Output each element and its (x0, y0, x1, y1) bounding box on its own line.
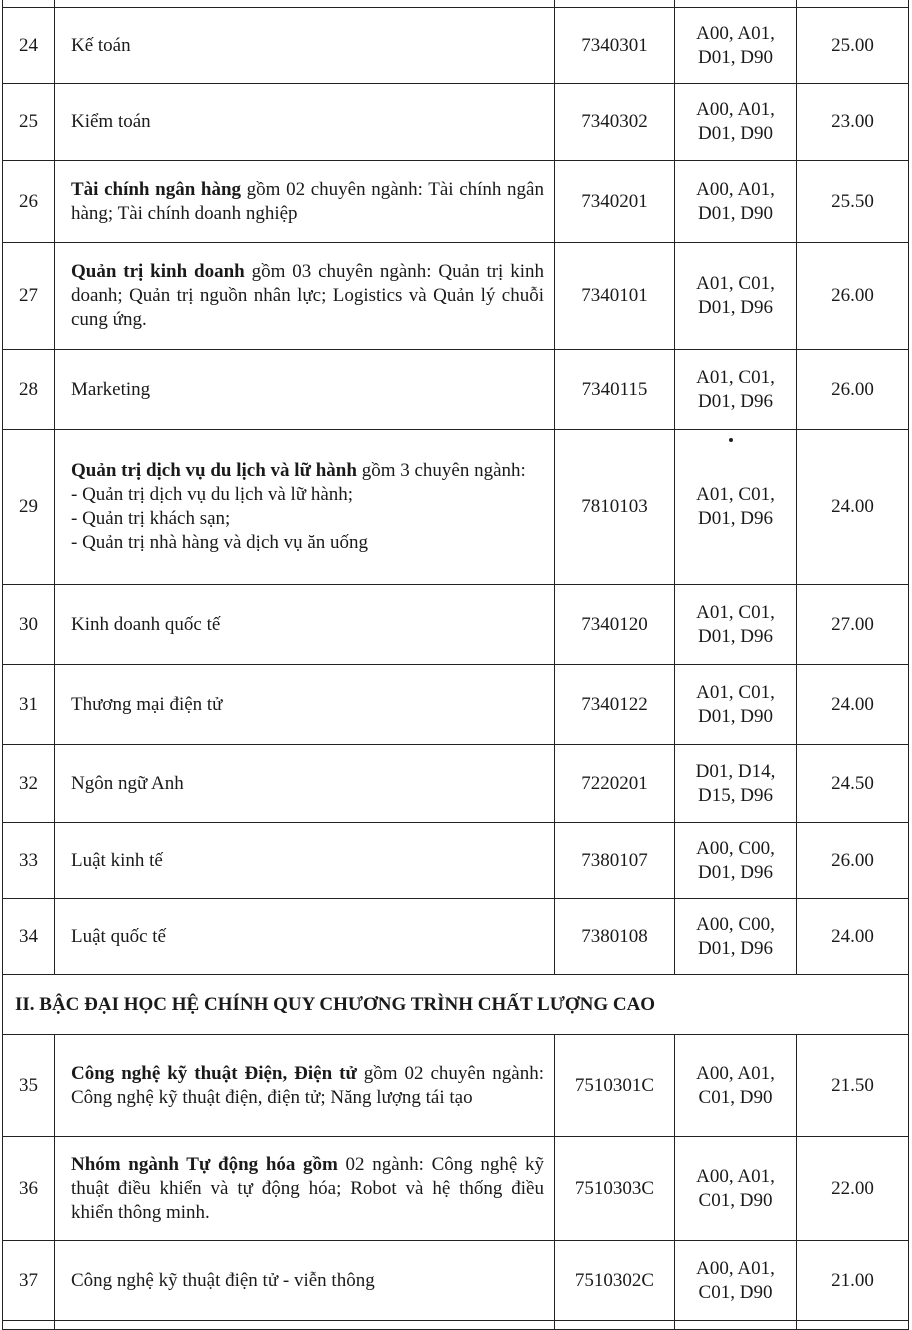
row-number: 26 (3, 161, 55, 243)
program-name (55, 1035, 555, 1137)
row-number: 24 (3, 8, 55, 84)
program-name: Công nghệ kỹ thuật điện tử - viễn thông (55, 1241, 555, 1321)
program-code: 7380108 (555, 899, 675, 975)
subject-combinations (675, 161, 797, 243)
subject-combinations (675, 84, 797, 161)
program-code: 7510302C (555, 1241, 675, 1321)
program-name (55, 243, 555, 350)
section-heading: II. BẬC ĐẠI HỌC HỆ CHÍNH QUY CHƯƠNG TRÌNH CHẤT LƯỢNG CAO (3, 975, 909, 1035)
stray-dot-mark (729, 438, 733, 442)
program-name-bold: Quản trị kinh doanh (71, 261, 245, 282)
specialization-item: - Quản trị nhà hàng và dịch vụ ăn uống (71, 532, 369, 553)
row-number: 33 (3, 823, 55, 899)
program-name: Ngôn ngữ Anh (55, 745, 555, 823)
cutoff-score: 24.00 (797, 430, 909, 585)
program-code: 7810103 (555, 430, 675, 585)
combo-line-1: A00, A01, (696, 1165, 775, 1187)
combo-line-1: A01, C01, (696, 681, 775, 703)
combo-line-1: D01, D14, (695, 760, 776, 782)
combo-line-2: D01, D96 (698, 508, 773, 529)
combo-line-2: D01, D96 (698, 625, 773, 647)
row-number: 30 (3, 585, 55, 665)
table-row (3, 84, 909, 161)
program-name-bold: Nhóm ngành Tự động hóa gồm (71, 1153, 338, 1175)
specialization-item: - Quản trị khách sạn; (71, 508, 231, 529)
table-row (3, 745, 909, 823)
combo-line-2: D01, D90 (698, 46, 773, 68)
combo-line-2: D01, D90 (698, 123, 773, 144)
program-name: Kiểm toán (55, 84, 555, 161)
program-name-detail: 02 ngành: Công nghệ kỹ thuật điều khiển và tự động hóa; Robot và hệ thống điều khiển thông minh. (71, 1153, 544, 1223)
cutoff-score: 25.00 (797, 8, 909, 84)
program-name-detail: gồm 02 chuyên ngành: Tài chính ngân hàng; Tài chính doanh nghiệp (71, 178, 544, 224)
row-number: 35 (3, 1035, 55, 1137)
subject-combinations (675, 1137, 797, 1241)
combo-line-2: D01, D96 (698, 861, 773, 883)
cutoff-score: 26.00 (797, 823, 909, 899)
table-row (3, 823, 909, 899)
program-code: 7340302 (555, 84, 675, 161)
combo-line-2: D01, D96 (698, 937, 773, 959)
table-row (3, 243, 909, 350)
program-code: 7340120 (555, 585, 675, 665)
table-row (3, 350, 909, 430)
combo-line-2: C01, D90 (698, 1281, 773, 1303)
combo-line-2: C01, D90 (698, 1086, 773, 1108)
table-row (3, 161, 909, 243)
subject-combinations (675, 8, 797, 84)
combo-line-1: A00, C00, (696, 837, 775, 859)
subject-combinations (675, 430, 797, 585)
program-code: 7340115 (555, 350, 675, 430)
row-number: 34 (3, 899, 55, 975)
program-name: Kinh doanh quốc tế (55, 585, 555, 665)
table-top-strip (3, 0, 909, 8)
program-code: 7340101 (555, 243, 675, 350)
program-name-detail: gồm 3 chuyên ngành: (356, 460, 526, 481)
combo-line-2: D01, D96 (698, 390, 773, 412)
combo-line-1: A01, C01, (696, 484, 775, 505)
row-number: 27 (3, 243, 55, 350)
table-row (3, 1241, 909, 1321)
table-row (3, 899, 909, 975)
admissions-table-page (2, 0, 910, 1330)
combo-line-2: D01, D96 (698, 297, 773, 318)
subject-combinations (675, 1035, 797, 1137)
combo-line-1: A01, C01, (696, 601, 775, 623)
program-name: Marketing (55, 350, 555, 430)
cutoff-score: 26.00 (797, 243, 909, 350)
program-code: 7380107 (555, 823, 675, 899)
combo-line-2: D01, D90 (698, 705, 773, 727)
program-name (55, 1137, 555, 1241)
combo-line-1: A00, A01, (696, 178, 775, 200)
combo-line-1: A00, A01, (696, 99, 775, 120)
program-name (55, 430, 555, 585)
subject-combinations (675, 1241, 797, 1321)
program-code: 7220201 (555, 745, 675, 823)
table-row (3, 1035, 909, 1137)
cutoff-score: 27.00 (797, 585, 909, 665)
combo-line-2: D01, D90 (698, 202, 773, 224)
program-code: 7340122 (555, 665, 675, 745)
program-name-bold: Tài chính ngân hàng (71, 178, 242, 200)
program-name-detail: gồm 03 chuyên ngành: Quản trị kinh doanh; Quản trị nguồn nhân lực; Logistics và Quản lý chuỗi cung ứng. (71, 261, 544, 330)
section-heading-row (3, 975, 909, 1035)
combo-line-1: A00, C00, (696, 913, 775, 935)
subject-combinations (675, 665, 797, 745)
subject-combinations (675, 243, 797, 350)
admissions-table (2, 0, 909, 1330)
program-name: Luật kinh tế (55, 823, 555, 899)
table-row (3, 1137, 909, 1241)
program-code: 7340201 (555, 161, 675, 243)
cutoff-score: 24.50 (797, 745, 909, 823)
cutoff-score: 25.50 (797, 161, 909, 243)
combo-line-1: A00, A01, (696, 1257, 775, 1279)
program-code: 7510303C (555, 1137, 675, 1241)
cutoff-score: 24.00 (797, 665, 909, 745)
specialization-item: - Quản trị dịch vụ du lịch và lữ hành; (71, 484, 354, 505)
program-name-bold: Công nghệ kỹ thuật Điện, Điện tử (71, 1062, 357, 1084)
program-name: Luật quốc tế (55, 899, 555, 975)
program-name-bold: Quản trị dịch vụ du lịch và lữ hành (71, 460, 357, 481)
cutoff-score: 22.00 (797, 1137, 909, 1241)
combo-line-2: C01, D90 (698, 1189, 773, 1211)
table-row (3, 665, 909, 745)
row-number: 28 (3, 350, 55, 430)
table-bottom-strip (3, 1321, 909, 1330)
cutoff-score: 26.00 (797, 350, 909, 430)
table-row (3, 585, 909, 665)
cutoff-score: 21.50 (797, 1035, 909, 1137)
subject-combinations (675, 899, 797, 975)
subject-combinations (675, 585, 797, 665)
program-name: Kế toán (55, 8, 555, 84)
combo-line-1: A00, A01, (696, 1062, 775, 1084)
row-number: 29 (3, 430, 55, 585)
subject-combinations (675, 823, 797, 899)
table-row (3, 430, 909, 585)
cutoff-score: 23.00 (797, 84, 909, 161)
row-number: 31 (3, 665, 55, 745)
row-number: 32 (3, 745, 55, 823)
row-number: 25 (3, 84, 55, 161)
row-number: 36 (3, 1137, 55, 1241)
program-name: Thương mại điện tử (55, 665, 555, 745)
program-code: 7340301 (555, 8, 675, 84)
table-row (3, 8, 909, 84)
cutoff-score: 24.00 (797, 899, 909, 975)
combo-line-2: D15, D96 (698, 784, 773, 806)
program-name (55, 161, 555, 243)
program-name-detail: gồm 02 chuyên ngành: Công nghệ kỹ thuật điện, điện tử; Năng lượng tái tạo (71, 1062, 544, 1108)
subject-combinations (675, 350, 797, 430)
program-code: 7510301C (555, 1035, 675, 1137)
combo-line-1: A00, A01, (696, 22, 775, 44)
combo-line-1: A01, C01, (696, 366, 775, 388)
combo-line-1: A01, C01, (696, 273, 775, 294)
row-number: 37 (3, 1241, 55, 1321)
cutoff-score: 21.00 (797, 1241, 909, 1321)
subject-combinations (675, 745, 797, 823)
